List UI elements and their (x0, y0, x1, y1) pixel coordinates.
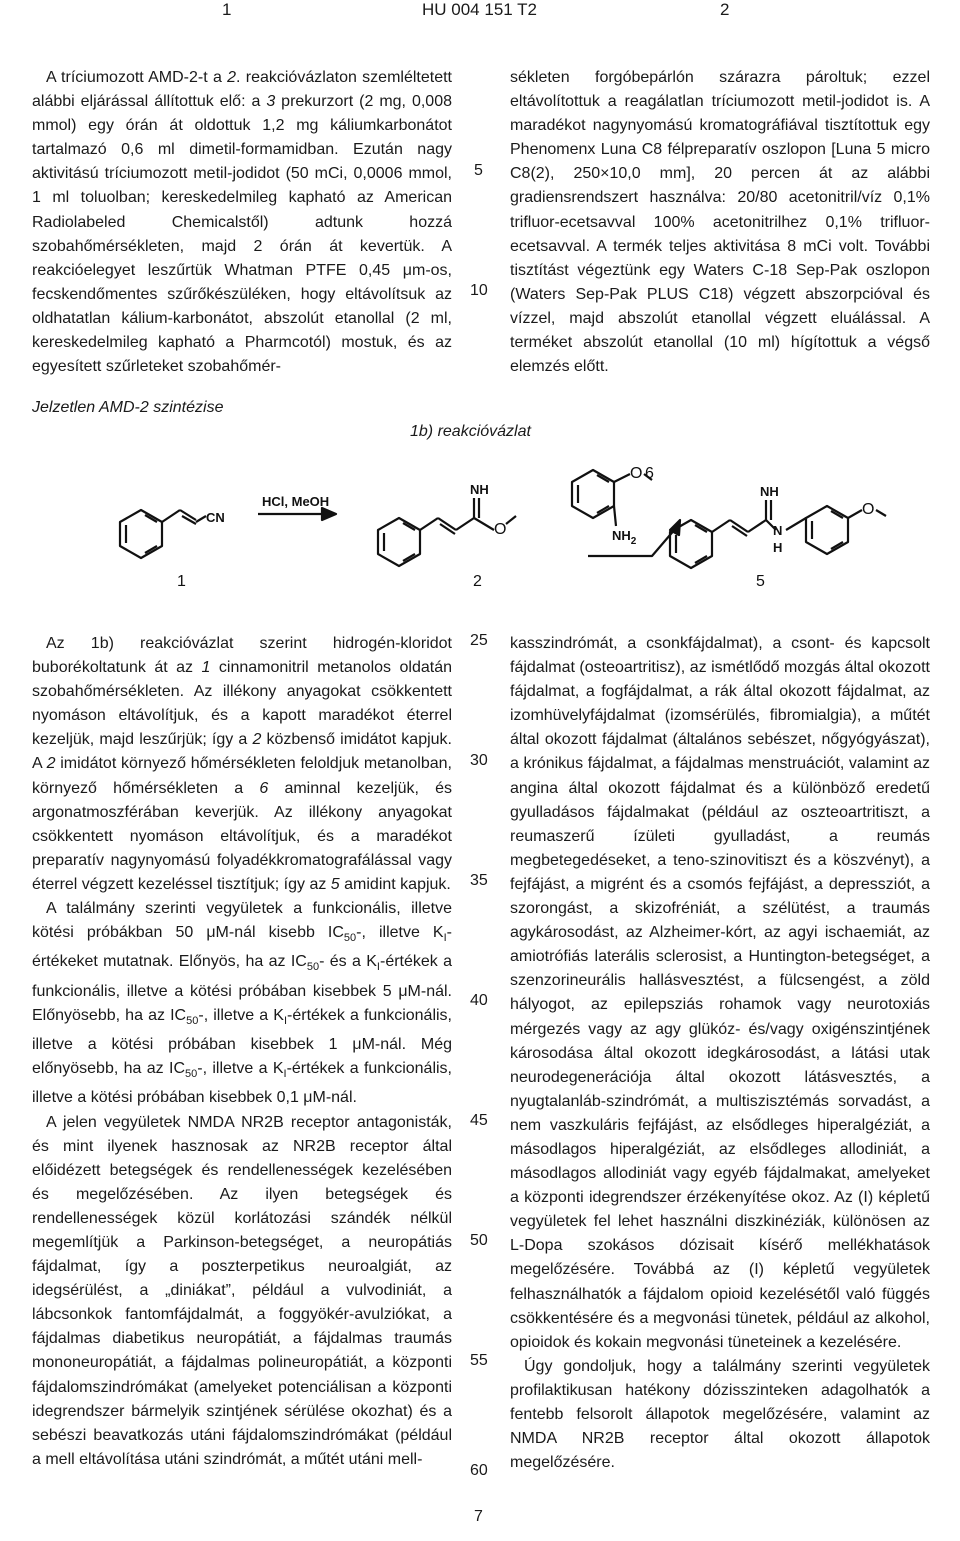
text-run: prekurzort (2 mg, 0,008 mmol) egy órán át oldottuk 1,2 mg káliumkarbonátot tartalmazó 0,6 ml dimetil-formamidban. Ezután nagy aktivitású tríciumozott metil-jodidot (50 mCi, 0,0006 mmol, 1 ml toluolban; kereskedelmileg kapható az American Radiolabeled Chemicalstől) adtunk hozzá szobahőmérsékleten, majd 2 órán át kevertük. A reakcióelegyet leszűrtük Whatman PTFE 0,45 μm-os, fecskendőmentes szűrőkészüléken, hogy eltávolítsuk az oldhatatlan kálium-karbonátot, abszolút etanollal (2 ml, kereskedelmileg kapható a Pharmcotól) mostuk, és az egyesített szűrleteket szobahőmér- (32, 93, 452, 376)
text-run: 50 (306, 961, 320, 974)
line-number-35: 35 (470, 872, 488, 889)
footer-page-number: 7 (474, 1508, 483, 1525)
header-page-right: 2 (720, 0, 730, 19)
top-left-paragraph (32, 66, 452, 379)
bottom-right-column (510, 632, 930, 1475)
text-run: 50 (186, 1014, 199, 1027)
text-run: -, illetve a K (197, 1060, 284, 1078)
text-run: -, illetve a K (198, 1006, 284, 1024)
text-run: A tríciumozott AMD-2-t a (46, 69, 228, 86)
line-number-10-top: 10 (470, 282, 488, 299)
line-number-25: 25 (470, 632, 488, 649)
text-run: 50 (343, 932, 357, 945)
compound-number-5: 5 (756, 573, 765, 590)
line-number-55: 55 (470, 1352, 488, 1369)
top-left-column (32, 66, 452, 379)
text-run: imidátot környező hőmérsékleten feloldjuk metanolban, környező hőmérsékleten a (32, 755, 452, 797)
scheme-caption-left: Jelzetlen AMD-2 szintézise (32, 399, 224, 416)
text-run: 2 (252, 731, 262, 749)
text-run: aminnal kezeljük, és argonatmoszférában keverjük. Az illékony anyagokat csökkentett nyomáson eltávolítjuk, és a maradékot preparatív nagynyomású folyadékkromatografálással vagy éterrel végzett kezeléssel tisztítjuk; így az (32, 779, 453, 893)
compound-1-structure (120, 510, 206, 558)
text-run: 2 (46, 755, 56, 773)
header-patent-number: HU 004 151 T2 (422, 0, 537, 19)
top-right-column (510, 66, 930, 379)
bottom-left-column (32, 632, 452, 1472)
bottom-right-paragraph-1: kasszindrómát, a csonkfájdalmat), a csont- és kapcsolt fájdalmat (osteoartritisz), az ismétlődő mozgás által okozott fájdalmat, a fogfájdalmat, a rák által okozott fájdalmat, az izomhüvelyfájdalmat (izomsérülés, fibromialgia), a műtét által okozott fájdalmat (általános sebészet, nőgyógyászat), a krónikus fájdalmat, a fájdalmas menstruációt, valamint az angina által okozott fájdalmat és a különböző eredetű gyulladásos fájdalmakat (például az oszteoartritiszt, a reumaszerű ízületi gyulladást, a reumás megbetegedéseket, a teno-szinovitiszt és a köszvényt), a fejfájást, a migrént és a csomós fejfájást, a depressziót, a szorongást, a skizofréniát, a szélütést, a traumás agykárosodást, az Alzheimer-kórt, az agyi ischaemiát, az amiotrófiás laterális sclerosist, a Huntington-betegséget, a szenzorineurális hallásvesztést, a fülcsengést, a zöld hályogot, az epilepsziás rohamok vagy neurotoxiás mérgezés vagy az agy glükóz- és/vagy oxigénszintjének károsodása által okozott idegkárosodást, a látási utak neurodegenerációja által okozott látásvesztés, a nyugtalanláb-szindrómát, a multiszisztémás sorvadást, a nem vaszkuláris fejfájást, az elsődleges hiperalgéziát, a másodlagos hiperalgéziát, az elsődleges allodiniát, a másodlagos allodiniát vagy egyéb fájdalmakat, amelyeket a központi idegrendszer érzékenyítése okoz. Az (I) képletű vegyületek fel lehet használni diszkinéziák, különösen az L-Dopa szokásos dózisait kísérő mellékhatások megelőzésére. Továbbá az (I) képletű vegyületek felhasználhatók a fájdalom opioid kezelésétől való függés csökkentésére és a megvonási tünetek, például az alkohol, opioidok és kokain megvonási tüneteinek a kezelésére. (510, 635, 930, 1351)
compound-number-6: 6 (645, 465, 654, 482)
bottom-left-paragraph-3 (32, 1111, 452, 1472)
text-run: Az 1b) reakcióvázlat szerint hidrogén-kloridot buborékoltatunk át az (32, 635, 452, 677)
text-run: . reakcióvázlaton szemléltetett alábbi eljárással állítottuk elő: a (32, 69, 452, 111)
text-run: 5 (330, 875, 340, 893)
text-run: közbenső imidátot kapjuk. A (32, 731, 452, 773)
oxygen-product: O (862, 501, 875, 518)
label-nh2: $NH_2$ (612, 528, 637, 547)
text-run: 3 (266, 93, 276, 111)
text-run: I (443, 932, 447, 945)
compound-number-2: 2 (473, 573, 482, 590)
line-number-60: 60 (470, 1462, 488, 1479)
bottom-right-paragraph-2: Úgy gondoljuk, hogy a találmány szerinti vegyületek profilaktikusan hatékony dózisszinteken adagolhatók a fentebb felsorolt állapotok megelőzésére, valamint az NMDA NR2B receptor által okozott állapotok megelőzésére. (510, 1357, 930, 1472)
text-run: I (376, 961, 380, 974)
bottom-left-paragraph-2 (32, 897, 452, 1111)
text-run: -értékeket mutatnak. Előnyös, ha az IC (32, 924, 452, 971)
text-run: -értékek a funkcionális, illetve a kötési próbában kisebbek 5 μM-nál. Előnyösebb, ha az IC (32, 953, 453, 1024)
reaction-scheme (0, 440, 960, 600)
oxygen-amine: O (630, 465, 643, 482)
text-run: I (283, 1014, 288, 1027)
text-run: A jelen vegyületek NMDA NR2B receptor antagonisták, és mint ilyenek hasznosak az NR2B receptor által előidézett betegségek és rendellenességek kezelésében és megelőzésében. Az ilyen betegségek és rendellenességek közül korlátozási szándék nélkül megemlítjük a Parkinson-betegséget, a neuropátiás fájdalmat, így a poszterpetikus neuroalgiát, az idegsérülést, a „diniákat”, például a vulvodiniát, a lábcsonkok fantomfájdalmát, a foggyökér-avulziókat, a fájdalmas diabetikus neuropátiát, a fájdalmas traumás mononeuropátiát, a fájdalmas polineuropátiát, a központi fájdalomszindrómákat (amelyeket potenciálisan a központi idegrendszer bármelyik szintjének sérülése okozhat) és a sebészi beavatkozás utáni fájdalomszindrómákat (például a mell eltávolítása utáni szindrómát, a műtét utáni mell- (32, 1113, 452, 1468)
header-page-left: 1 (222, 0, 232, 19)
label-nh-product: NH (760, 484, 779, 499)
label-nh-imidate: NH (470, 482, 489, 497)
text-run: cinnamonitril metanolos oldatán szobahőmérsékleten. Az illékony anyagokat csökkentett nyomáson eltávolítjuk, és a kapott maradékot éterrel kezeljük, majd leszűrjük; így a (32, 659, 452, 749)
text-run: 50 (185, 1068, 198, 1081)
line-number-5-top: 5 (474, 162, 483, 179)
text-run: -, illetve K (356, 924, 444, 942)
bottom-left-paragraph-1 (32, 632, 452, 897)
arrow-1 (258, 508, 336, 520)
text-run: A találmány szerinti vegyületek a funkcionális, illetve kötési próbákban 50 μM-nál kisebb IC (32, 900, 452, 942)
label-n-product: N (773, 523, 783, 538)
top-right-paragraph: sékleten forgóbepárlón szárazra pároltuk; ezzel eltávolítottuk a reagálatlan tríciumozott metil-jodidot is. A maradékot nagynyomású kromatográfiával tisztítottuk egy Phenomenx Luna C8 félpreparatív oszlopon [Luna 5 micro C8(2), 250×10,0 mm], 20 percen át az alábbi gradiensrendszert használva: 20/80 acetonitril/víz 0,1% trifluor-ecetsavval 100% acetonitrilhez 0,1% trifluor-ecetsavval. A termék teljes aktivitása 8 mCi volt. További tisztítást végeztünk egy Waters C-18 Sep-Pak oszlopon (Waters Sep-Pak PLUS C18) végzett abszorpcióval és vízzel, majd abszolút etanollal végzett eluálással. A terméket abszolút etanollal (10 ml) hígítottuk a végső elemzés előtt. (510, 69, 930, 376)
scheme-caption-center: 1b) reakcióvázlat (410, 423, 531, 440)
line-number-30: 30 (470, 752, 488, 769)
oxygen-imidate: O (494, 521, 507, 538)
label-h-product: H (773, 540, 783, 555)
reagent-label: HCl, MeOH (262, 494, 330, 509)
line-number-45: 45 (470, 1112, 488, 1129)
text-run: I (283, 1068, 287, 1081)
text-run: -értékek a funkcionális, illetve a kötési próbában kisebbek 1 μM-nál. Még előnyösebb, ha az IC (32, 1006, 453, 1078)
text-run: 1 (201, 659, 211, 677)
text-run: -értékek a funkcionális, illetve a kötési próbában kisebbek 0,1 μM-nál. (32, 1060, 452, 1107)
text-run: 2 (227, 69, 237, 86)
text-run: - és a K (319, 953, 377, 971)
text-run: 6 (259, 779, 269, 797)
compound-number-1: 1 (177, 573, 186, 590)
line-number-50: 50 (470, 1232, 488, 1249)
text-run: amidint kapjuk. (339, 875, 451, 893)
line-number-40: 40 (470, 992, 488, 1009)
label-cn: CN (206, 510, 225, 525)
